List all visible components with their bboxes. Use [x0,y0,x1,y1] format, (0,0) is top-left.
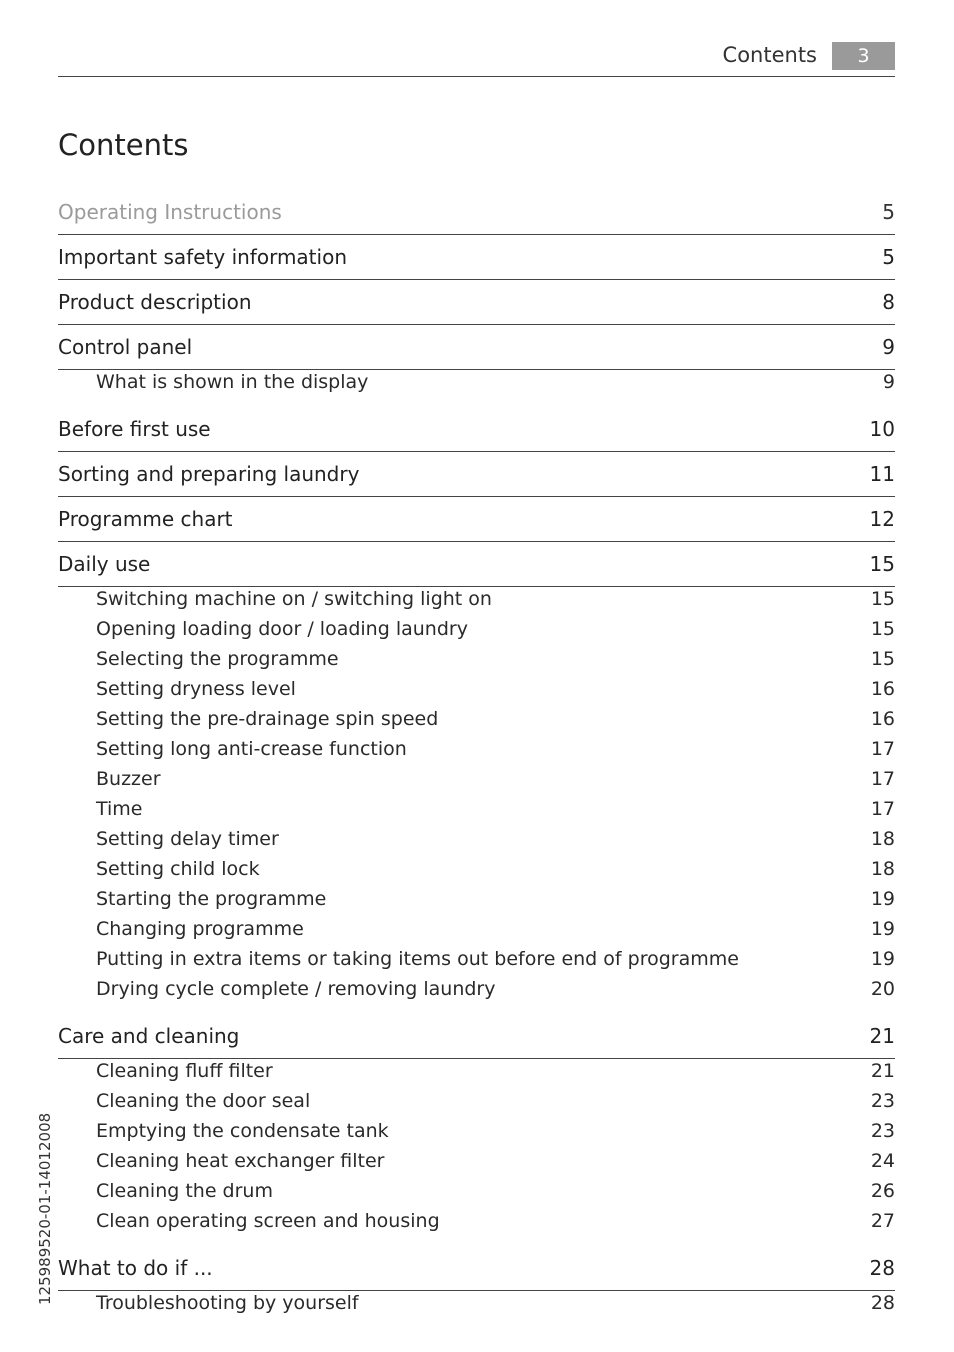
toc-entry-label: Setting long anti-crease function [96,738,407,760]
toc-entry-page: 21 [870,1060,895,1082]
toc-subsection-entry[interactable] [58,948,895,978]
toc-subsection-entry[interactable] [58,1180,895,1210]
toc-entry-label: Switching machine on / switching light on [96,588,492,610]
toc-entry-page: 19 [870,918,895,940]
toc-entry-page: 18 [870,828,895,850]
toc-entry-page: 17 [870,738,895,760]
toc-entry-label: Cleaning heat exchanger filter [96,1150,385,1172]
toc-entry-page: 19 [870,948,895,970]
page-header [58,40,895,77]
toc-entry-page: 18 [870,858,895,880]
toc-subsection-entry[interactable] [58,1292,895,1322]
toc-subsection-entry[interactable] [58,738,895,768]
toc-entry-label: Cleaning the door seal [96,1090,311,1112]
toc-subsection-entry[interactable] [58,798,895,828]
toc-subsection-entry[interactable] [58,618,895,648]
toc-entry-page: 5 [882,245,895,269]
toc-entry-page: 26 [870,1180,895,1202]
toc-section-entry[interactable] [58,543,895,587]
toc-subsection-entry[interactable] [58,1060,895,1090]
toc-entry-page: 16 [870,708,895,730]
toc-subsection-entry[interactable] [58,371,895,401]
toc-entry-label: Emptying the condensate tank [96,1120,389,1142]
toc-entry-label: Changing programme [96,918,304,940]
toc-entry-page: 21 [869,1024,895,1048]
toc-entry-page: 19 [870,888,895,910]
toc-entry-label: Product description [58,290,252,314]
toc-entry-label: Selecting the programme [96,648,339,670]
toc-entry-page: 15 [870,618,895,640]
toc-subsection-entry[interactable] [58,978,895,1008]
toc-section-entry[interactable] [58,326,895,370]
toc-entry-label: Starting the programme [96,888,327,910]
toc-entry-page: 5 [882,200,895,224]
toc-entry-page: 15 [870,648,895,670]
toc-entry-label: Opening loading door / loading laundry [96,618,468,640]
toc-entry-label: Programme chart [58,507,233,531]
toc-entry-page: 15 [869,552,895,576]
toc-entry-label: Troubleshooting by yourself [96,1292,359,1314]
toc-entry-label: Drying cycle complete / removing laundry [96,978,496,1000]
toc-section-entry[interactable] [58,281,895,325]
toc-section-entry[interactable] [58,498,895,542]
toc-subsection-entry[interactable] [58,828,895,858]
toc-entry-label: Setting the pre-drainage spin speed [96,708,439,730]
toc-subsection-entry[interactable] [58,678,895,708]
toc-entry-label: Important safety information [58,245,347,269]
header-page-number: 3 [832,42,895,70]
toc-entry-page: 15 [870,588,895,610]
toc-subsection-entry[interactable] [58,648,895,678]
toc-subsection-entry[interactable] [58,708,895,738]
toc-entry-label: What to do if ... [58,1256,213,1280]
toc-entry-label: Daily use [58,552,151,576]
toc-entry-page: 10 [869,417,895,441]
toc-entry-page: 8 [882,290,895,314]
toc-section-entry[interactable] [58,408,895,452]
toc-entry-label: Setting child lock [96,858,260,880]
toc-section-entry[interactable] [58,453,895,497]
toc-entry-page: 11 [869,462,895,486]
toc-entry-page: 17 [870,798,895,820]
toc-subsection-entry[interactable] [58,918,895,948]
toc-entry-page: 16 [870,678,895,700]
document-code: 125989520-01-14012008 [36,1112,54,1305]
toc-entry-label: Operating Instructions [58,200,282,224]
toc-entry-page: 23 [870,1120,895,1142]
toc-entry-label: What is shown in the display [96,371,369,393]
toc-subsection-entry[interactable] [58,858,895,888]
header-section-label: Contents [722,43,817,67]
toc-entry-page: 12 [869,507,895,531]
toc-entry-page: 28 [870,1292,895,1314]
toc-subsection-entry[interactable] [58,888,895,918]
toc-section-entry[interactable] [58,236,895,280]
toc-entry-label: Cleaning fluff filter [96,1060,273,1082]
toc-subsection-entry[interactable] [58,1090,895,1120]
page-title: Contents [58,128,189,162]
toc-subsection-entry[interactable] [58,1210,895,1240]
toc-entry-page: 9 [882,335,895,359]
toc-entry-page: 23 [870,1090,895,1112]
toc-section-entry[interactable] [58,1015,895,1059]
toc-entry-label: Clean operating screen and housing [96,1210,440,1232]
toc-entry-label: Setting delay timer [96,828,279,850]
toc-section-entry[interactable] [58,191,895,235]
toc-entry-label: Time [96,798,143,820]
toc-entry-label: Cleaning the drum [96,1180,273,1202]
toc-subsection-entry[interactable] [58,1120,895,1150]
toc-entry-label: Control panel [58,335,193,359]
toc-section-entry[interactable] [58,1247,895,1291]
toc-entry-page: 24 [870,1150,895,1172]
toc-entry-page: 9 [882,371,895,393]
toc-subsection-entry[interactable] [58,1150,895,1180]
toc-subsection-entry[interactable] [58,768,895,798]
toc-entry-label: Setting dryness level [96,678,296,700]
toc-entry-page: 28 [869,1256,895,1280]
toc-entry-page: 17 [870,768,895,790]
toc-entry-label: Before first use [58,417,211,441]
toc-entry-page: 27 [870,1210,895,1232]
toc-entry-label: Buzzer [96,768,161,790]
toc-entry-label: Putting in extra items or taking items out before end of programme [96,948,739,970]
toc-subsection-entry[interactable] [58,588,895,618]
toc-entry-label: Care and cleaning [58,1024,240,1048]
toc-entry-label: Sorting and preparing laundry [58,462,360,486]
toc-entry-page: 20 [870,978,895,1000]
